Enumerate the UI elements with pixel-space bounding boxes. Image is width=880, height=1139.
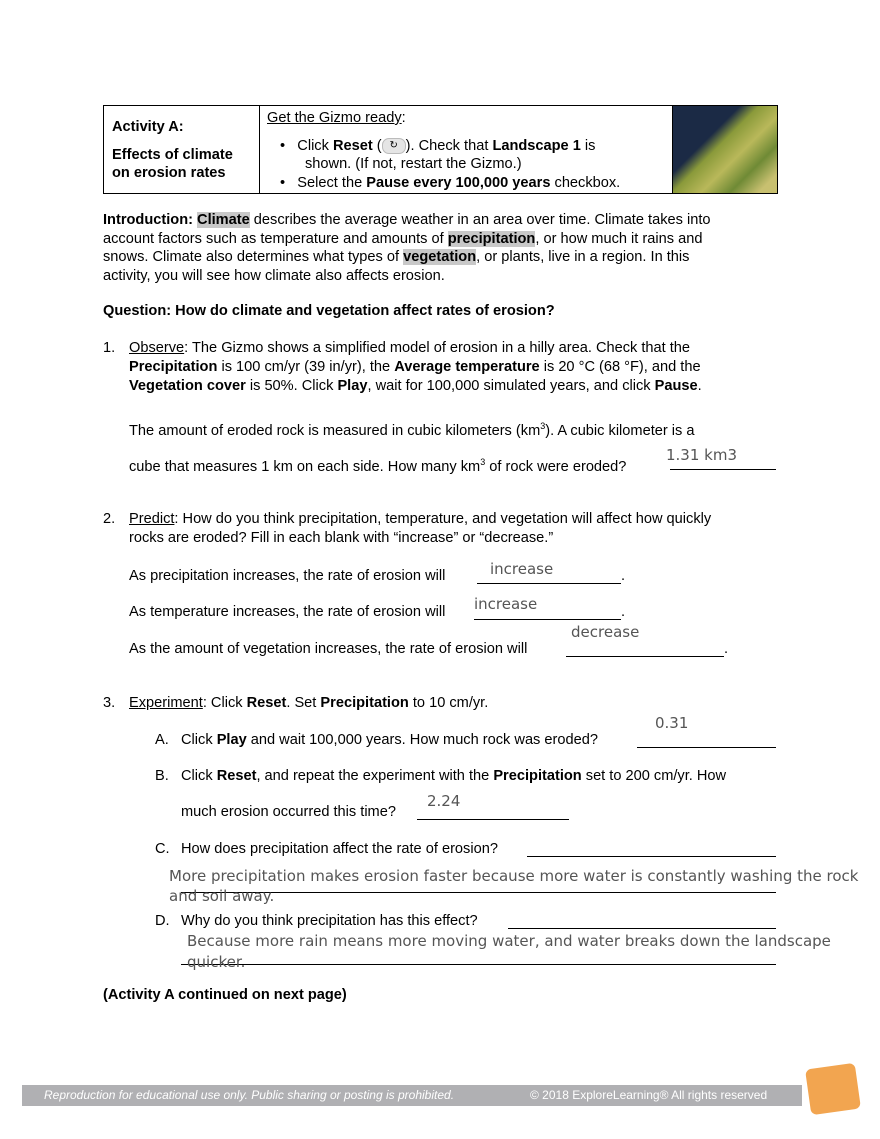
t: Select the xyxy=(297,175,367,191)
t: is 50%. Click xyxy=(245,378,338,394)
q2-sentence-3: As the amount of vegetation increases, the rate of erosion will xyxy=(129,641,528,657)
t: and wait 100,000 years. How much rock was eroded? xyxy=(246,732,598,748)
t: snows. Climate also determines what types of xyxy=(103,249,404,265)
t: checkbox. xyxy=(550,175,621,191)
t: Pause every 100,000 years xyxy=(366,175,551,191)
q3a-answer[interactable]: 0.31 xyxy=(655,714,689,732)
q2-answer-1[interactable]: increase xyxy=(490,560,554,578)
q1-num: 1. xyxy=(103,340,116,356)
t: to 10 cm/yr. xyxy=(408,695,489,711)
period: . xyxy=(621,568,626,584)
t: Reset xyxy=(246,695,287,711)
answer-line xyxy=(527,856,776,857)
t: is 100 cm/yr (39 in/yr), the xyxy=(217,359,395,375)
t: is 20 °C (68 °F), and the xyxy=(539,359,701,375)
t: account factors such as temperature and amounts of xyxy=(103,231,448,247)
t: Precipitation xyxy=(129,359,218,375)
q3b-text xyxy=(181,767,726,785)
intro-line-4: activity, you will see how climate also affects erosion. xyxy=(103,268,445,284)
q3c-question: How does precipitation affect the rate of erosion? xyxy=(181,841,498,857)
footer-disclaimer: Reproduction for educational use only. Public sharing or posting is prohibited. xyxy=(44,1088,455,1102)
answer-line xyxy=(508,928,776,929)
q3c-answer-line-2[interactable]: and soil away. xyxy=(169,887,275,905)
t: Pause xyxy=(654,378,698,394)
instructions-cell xyxy=(260,106,673,193)
t: , or how much it rains and xyxy=(535,231,703,247)
intro-line-2 xyxy=(103,230,702,248)
explorelearning-logo xyxy=(805,1063,861,1116)
q3c-label: C. xyxy=(155,841,170,857)
t: : How do you think precipitation, temperature, and vegetation will affect how quickly xyxy=(174,511,712,527)
t: set to 200 cm/yr. How xyxy=(581,768,727,784)
t: Introduction: xyxy=(103,212,198,228)
q1-answer[interactable]: 1.31 km3 xyxy=(666,446,738,464)
answer-line xyxy=(474,619,621,620)
q1-line-1 xyxy=(129,339,690,357)
t: ). A cubic kilometer is a xyxy=(545,422,695,439)
t: Reset xyxy=(332,138,373,154)
activity-title-cell xyxy=(104,106,260,193)
intro-line-3 xyxy=(103,248,689,266)
bullet-1: • Click Reset ( ↻ ). Check that Landscape 1 is xyxy=(280,138,596,154)
t: : Click xyxy=(202,695,247,711)
q3b-line-2: much erosion occurred this time? xyxy=(181,804,396,820)
t: Click xyxy=(181,768,217,784)
t: Reset xyxy=(216,768,257,784)
answer-line xyxy=(566,656,724,657)
q1-line-2 xyxy=(129,358,701,376)
footer-copyright: © 2018 ExploreLearning® All rights reserved xyxy=(530,1088,768,1102)
reset-icon: ↻ xyxy=(382,138,406,154)
q3a-text xyxy=(181,731,598,749)
t: Predict xyxy=(129,511,175,527)
answer-line xyxy=(417,819,569,820)
q3d-label: D. xyxy=(155,913,170,929)
bullet-1-line2: shown. (If not, restart the Gizmo.) xyxy=(305,156,522,172)
answer-line xyxy=(670,469,776,470)
answer-line xyxy=(477,583,621,584)
q2-line-1 xyxy=(129,510,711,528)
period: . xyxy=(724,641,729,657)
t: ( xyxy=(372,138,382,154)
q3a-label: A. xyxy=(155,732,169,748)
t: Experiment xyxy=(129,695,203,711)
answer-line xyxy=(181,964,776,965)
q2-sentence-2: As temperature increases, the rate of erosion will xyxy=(129,604,446,620)
t: 3 xyxy=(540,421,546,431)
q3c-answer-line-1[interactable]: More precipitation makes erosion faster because more water is constantly washing the rock xyxy=(169,867,859,885)
q2-sentence-1: As precipitation increases, the rate of erosion will xyxy=(129,568,446,584)
t: Landscape 1 xyxy=(492,138,581,154)
t: Precipitation xyxy=(493,768,582,784)
answer-line xyxy=(637,747,776,748)
t: Vegetation cover xyxy=(129,378,246,394)
q3b-answer[interactable]: 2.24 xyxy=(427,792,461,810)
t: cube that measures 1 km on each side. How many km xyxy=(129,458,481,475)
t: of rock were eroded? xyxy=(485,458,627,475)
t: precipitation xyxy=(447,231,536,247)
question-heading: Question: How do climate and vegetation affect rates of erosion? xyxy=(103,303,555,319)
t: . Set xyxy=(286,695,321,711)
q3d-answer-line-2[interactable]: quicker. xyxy=(187,953,246,971)
t: , wait for 100,000 simulated years, and click xyxy=(367,378,655,394)
q3d-question: Why do you think precipitation has this effect? xyxy=(181,913,478,929)
t: Average temperature xyxy=(394,359,540,375)
t: , or plants, live in a region. In this xyxy=(476,249,690,265)
q2-num: 2. xyxy=(103,511,116,527)
t: vegetation xyxy=(403,249,477,265)
bullet-2: • Select the Pause every 100,000 years checkbox. xyxy=(280,175,621,191)
q3-line-1 xyxy=(129,694,488,712)
activity-subtitle-2: on erosion rates xyxy=(112,165,226,181)
q2-answer-3[interactable]: decrease xyxy=(571,623,640,641)
colon: : xyxy=(401,110,406,126)
t: Play xyxy=(216,732,247,748)
activity-subtitle-1: Effects of climate xyxy=(112,147,233,163)
t: Click xyxy=(297,138,333,154)
footer-bar xyxy=(22,1085,802,1106)
q1-line-3 xyxy=(129,377,702,395)
t: , and repeat the experiment with the xyxy=(256,768,494,784)
get-ready-heading: Get the Gizmo ready xyxy=(267,110,402,126)
q2-line-2: rocks are eroded? Fill in each blank with “increase” or “decrease.” xyxy=(129,530,554,546)
t: is xyxy=(580,138,596,154)
landscape-image xyxy=(673,106,777,193)
t: Play xyxy=(337,378,368,394)
t: Precipitation xyxy=(320,695,409,711)
t: : The Gizmo shows a simplified model of erosion in a hilly area. Check that the xyxy=(184,340,691,356)
t: The amount of eroded rock is measured in cubic kilometers (km xyxy=(129,422,541,439)
activity-header-table xyxy=(103,105,778,194)
t: . xyxy=(697,378,702,394)
t: ). Check that xyxy=(405,138,493,154)
t: Observe xyxy=(129,340,185,356)
q2-answer-2[interactable]: increase xyxy=(474,595,538,613)
activity-label: Activity A: xyxy=(112,119,184,135)
continued-note: (Activity A continued on next page) xyxy=(103,987,347,1003)
q1-line-5 xyxy=(129,453,626,476)
intro-line-1 xyxy=(103,211,711,229)
t: describes the average weather in an area over time. Climate takes into xyxy=(249,212,711,228)
t: Climate xyxy=(197,212,250,228)
q3b-label: B. xyxy=(155,768,169,784)
period: . xyxy=(621,604,626,620)
q1-line-4 xyxy=(129,417,695,440)
q3d-answer-line-1[interactable]: Because more rain means more moving water, and water breaks down the landscape xyxy=(187,932,831,950)
t: Click xyxy=(181,732,217,748)
q3-num: 3. xyxy=(103,695,116,711)
t: 3 xyxy=(480,457,486,467)
